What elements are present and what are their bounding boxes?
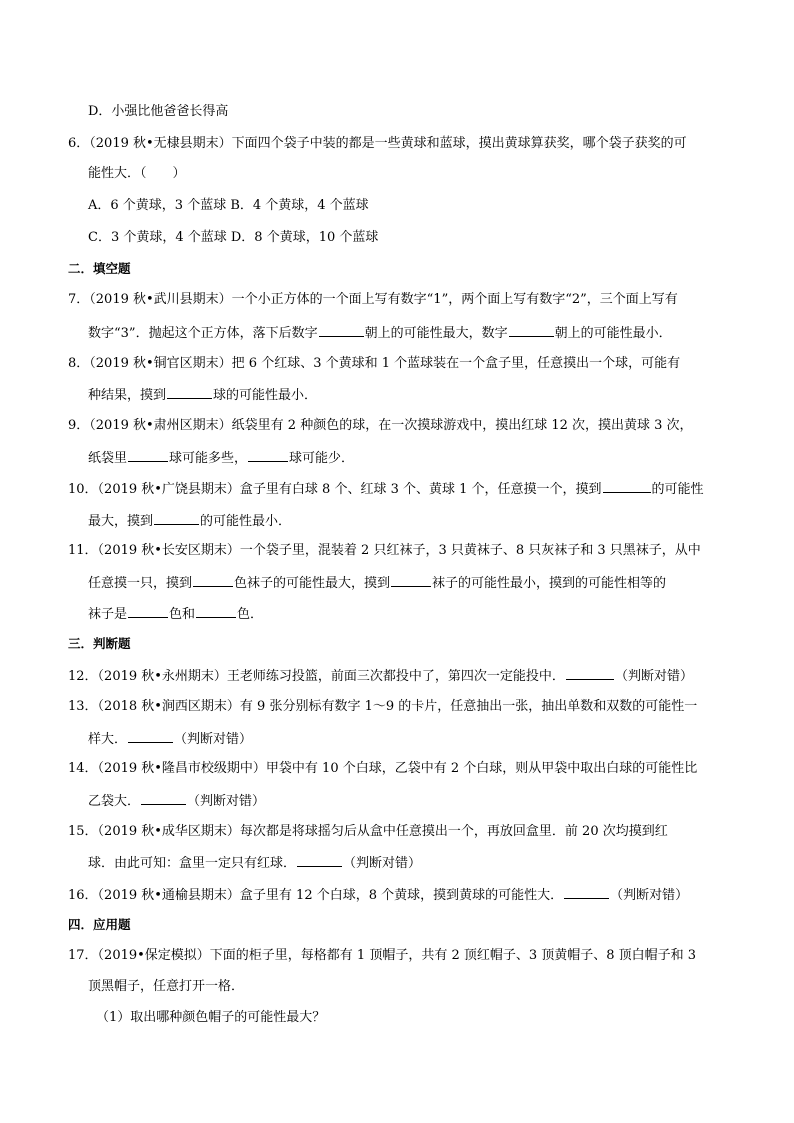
q14-blank-1[interactable]	[141, 790, 186, 805]
q7-blank-1[interactable]	[319, 322, 364, 337]
q8-text-b: 球的可能性最小．	[213, 388, 318, 403]
section-heading-fill-blank: 二．填空题	[68, 261, 131, 276]
q17-stem-line1: 17．（2019•保定模拟）下面的柜子里，每格都有 1 顶帽子，共有 2 顶红帽子、3 顶黄帽子、8 顶白帽子和 3	[68, 948, 697, 963]
section-heading-true-false: 三．判断题	[68, 636, 131, 651]
q8-stem-line1: 8．（2019 秋•铜官区期末）把 6 个红球、3 个黄球和 1 个蓝球装在一个盒子里，任意摸出一个球，可能有	[68, 356, 681, 371]
q8-stem-line2	[88, 384, 317, 404]
q16-text-a: 16．（2019 秋•通榆县期末）盒子里有 12 个白球，8 个黄球，摸到黄球的可能性大．	[68, 888, 564, 903]
q13-blank-1[interactable]	[128, 728, 173, 743]
q17-stem-line2: 顶黑帽子，任意打开一格．	[88, 979, 245, 994]
q7-stem-line1: 7．（2019 秋•武川县期末）一个小正方体的一个面上写有数字“1”，两个面上写有数字“2”，三个面上写有	[68, 292, 678, 307]
q11-text-f: 色．	[237, 607, 264, 622]
q11-text-a: 任意摸一只，摸到	[88, 576, 193, 591]
q11-text-c: 袜子的可能性最小，摸到的可能性相等的	[432, 576, 667, 591]
q9-blank-1[interactable]	[128, 447, 168, 462]
q13-stem-line2	[88, 728, 252, 748]
q11-stem-line1: 11．（2019 秋•长安区期末）一个袋子里，混装着 2 只红袜子，3 只黄袜子、8 只灰袜子和 3 只黑袜子，从中	[68, 543, 701, 558]
q8-blank-1[interactable]	[167, 384, 212, 399]
q16-text-b: （判断对错）	[610, 888, 689, 903]
q15-blank-1[interactable]	[297, 852, 342, 867]
q11-text-d: 袜子是	[88, 607, 128, 622]
q11-text-e: 色和	[169, 607, 196, 622]
q15-text-b: （判断对错）	[343, 856, 422, 871]
q13-stem-line1: 13．（2018 秋•涧西区期末）有 9 张分别标有数字 1～9 的卡片，任意抽出一张，抽出单数和双数的可能性一	[68, 699, 698, 714]
q10-text-d: 的可能性最小．	[200, 514, 292, 529]
q7-stem-line2	[88, 322, 672, 342]
q15-stem-line2	[88, 852, 421, 872]
q15-text-a: 球．由此可知：盒里一定只有红球．	[88, 856, 297, 871]
q7-text-a: 数字“3”．抛起这个正方体，落下后数字	[88, 326, 318, 341]
q10-blank-1[interactable]	[603, 478, 651, 493]
q12-text-a: 12．（2019 秋•永州期末）王老师练习投篮，前面三次都投中了，第四次一定能投中．	[68, 669, 565, 684]
q14-text-b: （判断对错）	[187, 794, 266, 809]
q6-stem-line2: 能性大．（ ）	[88, 166, 186, 181]
q12-stem-line1	[68, 665, 693, 685]
q17-sub-question-1: （1）取出哪种颜色帽子的可能性最大？	[96, 1010, 326, 1025]
q12-blank-1[interactable]	[566, 665, 614, 680]
q10-text-a: 10．（2019 秋•广饶县期末）盒子里有白球 8 个、红球 3 个、黄球 1 个，任意摸一个，摸到	[68, 482, 602, 497]
q6-stem-line1: 6．（2019 秋•无棣县期末）下面四个袋子中装的都是一些黄球和蓝球，摸出黄球算获奖，哪个袋子获奖的可	[68, 136, 687, 151]
q7-text-c: 朝上的可能性最小．	[554, 326, 672, 341]
q10-stem-line2	[88, 510, 291, 530]
q10-text-b: 的可能性	[651, 482, 704, 497]
q9-text-b: 球可能多些，	[169, 451, 248, 466]
q11-blank-4[interactable]	[196, 603, 236, 618]
q11-text-b: 色袜子的可能性最大，摸到	[234, 576, 391, 591]
q5-option-d: D．小强比他爸爸长得高	[88, 104, 229, 119]
q11-stem-line3	[88, 603, 263, 623]
section-heading-application: 四．应用题	[68, 917, 131, 932]
q13-text-a: 样大．	[88, 732, 128, 747]
q11-blank-1[interactable]	[193, 572, 233, 587]
q11-blank-3[interactable]	[128, 603, 168, 618]
q7-text-b: 朝上的可能性最大，数字	[364, 326, 508, 341]
q10-blank-2[interactable]	[154, 510, 199, 525]
q11-stem-line2	[88, 572, 666, 592]
q14-stem-line2	[88, 790, 265, 810]
q10-text-c: 最大，摸到	[88, 514, 154, 529]
q9-stem-line1: 9．（2019 秋•肃州区期末）纸袋里有 2 种颜色的球，在一次摸球游戏中，摸出红球 12 次，摸出黄球 3 次，	[68, 418, 693, 433]
q11-blank-2[interactable]	[391, 572, 431, 587]
q9-blank-2[interactable]	[248, 447, 288, 462]
q6-options-cd: C．3 个黄球，4 个蓝球 D．8 个黄球，10 个蓝球	[88, 230, 379, 245]
q10-stem-line1	[68, 478, 704, 498]
q16-blank-1[interactable]	[564, 884, 609, 899]
q9-stem-line2	[88, 447, 354, 467]
q14-stem-line1: 14．（2019 秋•隆昌市校级期中）甲袋中有 10 个白球，乙袋中有 2 个白球，则从甲袋中取出白球的可能性比	[68, 761, 698, 776]
q16-stem-line1	[68, 884, 688, 904]
q8-text-a: 种结果，摸到	[88, 388, 167, 403]
q15-stem-line1: 15．（2019 秋•成华区期末）每次都是将球摇匀后从盒中任意摸出一个，再放回盒里．前 20 次均摸到红	[68, 824, 668, 839]
q9-text-a: 纸袋里	[88, 451, 128, 466]
q9-text-c: 球可能少．	[289, 451, 355, 466]
q13-text-b: （判断对错）	[174, 732, 253, 747]
q14-text-a: 乙袋大．	[88, 794, 141, 809]
q12-text-b: （判断对错）	[614, 669, 693, 684]
q6-options-ab: A．6 个黄球，3 个蓝球 B．4 个黄球，4 个蓝球	[88, 198, 369, 213]
q7-blank-2[interactable]	[509, 322, 554, 337]
